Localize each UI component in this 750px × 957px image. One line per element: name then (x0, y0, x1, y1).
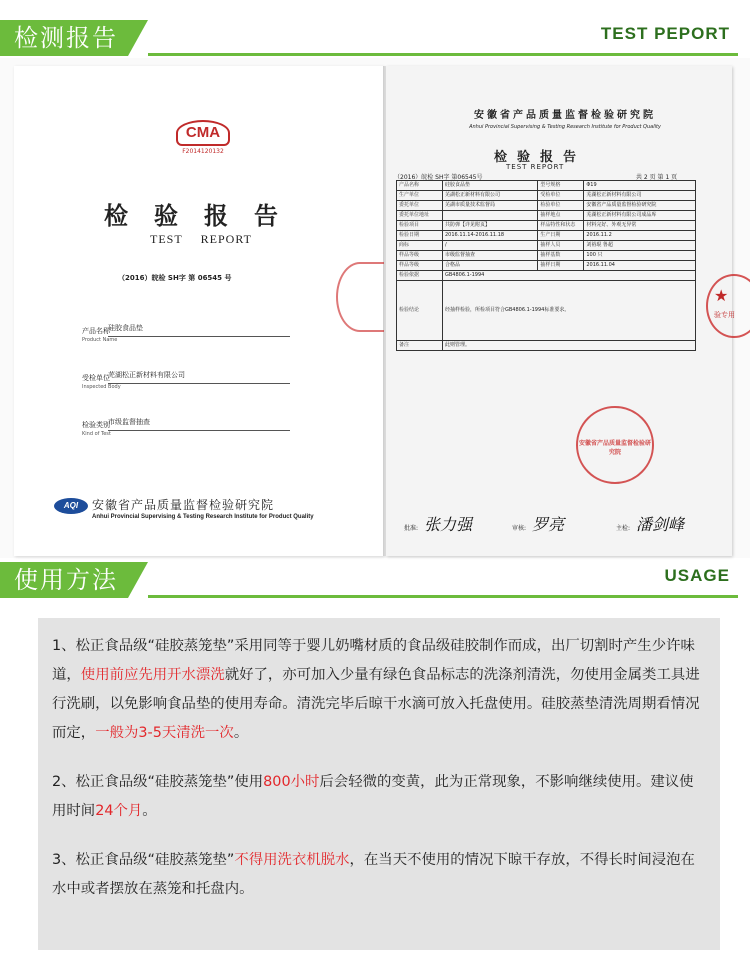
table-cell-value: 2016.11.2 (584, 231, 696, 241)
table-cell-label: 样品等级 (397, 251, 443, 261)
table-cell-label: 抽样日期 (538, 261, 584, 271)
section-title-en: USAGE (664, 566, 730, 585)
table-cell-label: 抽样地点 (538, 211, 584, 221)
section-tag: 检测报告 (0, 20, 128, 56)
body-text: ，在当天不使用的情况下晾干存放，不得长时间浸泡在水中或者摆放在蒸笼和托盘内。 (52, 852, 695, 897)
table-cell-label: 生产日期 (538, 231, 584, 241)
institute-name-en: Anhui Provincial Supervising & Testing Research Institute for Product Quality (92, 514, 314, 520)
signature: 张力强 (424, 515, 473, 534)
table-cell-value: 市级监督抽查 (443, 251, 538, 261)
cover-subtitle-word: REPORT (200, 232, 252, 246)
usage-instructions (38, 618, 720, 950)
table-cell-label: 生产单位 (397, 191, 443, 201)
body-text: 3、松正食品级“硅胶蒸笼垫” (52, 852, 235, 868)
divider (148, 595, 738, 598)
field-label: 检验类别 (82, 421, 110, 429)
table-row (397, 221, 696, 231)
body-text: 就好了，亦可加入少量有绿色食品标志的洗涤剂清洗，勿使用金属类工具进行洗刷，以免影响食品垫的使用寿命。清洗完毕后晾干水滴可放入托盘使用。硅胶蒸垫清洗周期看情况而定， (52, 667, 700, 741)
stamp-text: 验专用 (714, 311, 735, 319)
tag-arrow-shape (128, 20, 148, 56)
table-cell-value: 此则管理。 (443, 341, 696, 351)
field-label-en: Product Name (82, 337, 118, 343)
table-cell-label: 检验项目 (397, 221, 443, 231)
table-cell-label: 产品名称 (397, 181, 443, 191)
table-row (397, 241, 696, 251)
table-cell-value: 刘裕琨 鲁超 (584, 241, 696, 251)
table-cell-value: 芜湖松正新材料有限公司成品库 (584, 211, 696, 221)
table-cell-label: 备注 (397, 341, 443, 351)
body-text: 2、松正食品级“硅胶蒸笼垫”使用 (52, 774, 264, 790)
signature-approved (404, 512, 472, 535)
aqi-logo: AQI (54, 498, 88, 514)
table-cell-value: 2016.11.04 (584, 261, 696, 271)
detail-report-number: （2016）皖检 SH字 第06545号 (394, 174, 483, 181)
detail-subtitle: TEST REPORT (506, 163, 565, 171)
table-row (397, 211, 696, 221)
table-cell-label: 样品等级 (397, 261, 443, 271)
table-cell-label: 样品特性和状态 (538, 221, 584, 231)
table-row (397, 261, 696, 271)
body-text: 1、松正食品级“硅胶蒸笼垫”采用同等于婴儿奶嘴材质的食品级硅胶制作而成，出厂切割时产生少许味道， (52, 638, 695, 683)
table-cell-value: 材料完好、外观无异常 (584, 221, 696, 231)
table-cell-value: GB4806.1-1994 (443, 271, 696, 281)
detail-institute-cn: 安徽省产品质量监督检验研究院 (474, 110, 656, 121)
field-label-en: Kind of Test (82, 431, 111, 437)
table-cell-label: 检验单位 (538, 201, 584, 211)
table-cell-label: 受检单位 (538, 191, 584, 201)
section-banner-usage (0, 562, 750, 598)
table-cell-value: 芜湖松正新材料有限公司 (584, 191, 696, 201)
highlight-text: 使用前应先用开水漂洗 (80, 667, 225, 683)
table-row (397, 181, 696, 191)
table-cell-value: 经抽样检验，所检项目符合GB4806.1-1994标准要求。 (443, 281, 696, 341)
signature: 潘剑峰 (636, 515, 685, 534)
cover-title: 检验报告 (104, 201, 304, 230)
signature-reviewed (512, 512, 564, 535)
body-text: 。 (142, 803, 157, 819)
table-cell-label: 检验结论 (397, 281, 443, 341)
cma-code: F2014120132 (182, 148, 224, 155)
table-cell-value: 2016.11.14-2016.11.18 (443, 231, 538, 241)
table-cell-value: 合格品 (443, 261, 538, 271)
table-cell-label: 商标 (397, 241, 443, 251)
table-row (397, 231, 696, 241)
star-icon: ★ (714, 286, 729, 305)
section-tag: 使用方法 (0, 562, 128, 598)
table-row (397, 251, 696, 261)
field-label: 产品名称 (82, 327, 110, 335)
table-cell-value: 芜湖市质量技术监督局 (443, 201, 538, 211)
table-cell-value (443, 211, 538, 221)
highlight-text: 800小时 (263, 774, 320, 790)
sig-label: 批准: (404, 525, 419, 532)
table-cell-value: 芜湖松正新材料有限公司 (443, 191, 538, 201)
usage-paragraph-3 (52, 846, 706, 904)
highlight-text: 一般为3-5天清洗一次 (95, 725, 234, 741)
table-cell-label: 型号规格 (538, 181, 584, 191)
tag-arrow-shape (128, 562, 148, 598)
table-cell-value: 100 只 (584, 251, 696, 261)
field-value: 芜湖松正新材料有限公司 (108, 370, 290, 384)
detail-title: 检验报告 (494, 150, 587, 165)
institute-name-cn: 安徽省产品质量监督检验研究院 (92, 498, 275, 512)
table-cell-value: / (443, 241, 538, 251)
section-banner-test-report (0, 20, 750, 56)
sig-label: 主检: (616, 525, 631, 532)
divider (148, 53, 738, 56)
cover-subtitle-word: TEST (150, 232, 183, 246)
table-cell-label: 委托单位 (397, 201, 443, 211)
section-title-en: TEST PEPORT (600, 24, 730, 43)
red-seal-stamp: 安徽省产品质量监督检验研究院 (576, 406, 654, 484)
field-label-en: Inspected Body (82, 384, 121, 390)
signature-main-inspector (616, 512, 684, 535)
red-seal-stamp-partial (336, 262, 384, 332)
table-cell-value: 安徽省产品质量监督检验研究院 (584, 201, 696, 211)
table-cell-label: 检验日期 (397, 231, 443, 241)
table-row (397, 191, 696, 201)
cover-report-number: （2016）皖检 SH字 第 06545 号 (118, 274, 232, 282)
report-table (396, 180, 696, 351)
usage-paragraph-2 (52, 768, 706, 826)
table-cell-value: 共防弹【详见附页】 (443, 221, 538, 231)
cover-subtitle (150, 232, 266, 247)
sig-label: 审核: (512, 525, 527, 532)
table-cell-label: 委托单位地址 (397, 211, 443, 221)
usage-paragraph-1 (52, 632, 706, 748)
highlight-text: 不得用洗衣机脱水 (234, 852, 350, 868)
body-text: 。 (233, 725, 249, 741)
body-text: 后会轻微的变黄，此为正常现象，不影响继续使用。建议使用时间 (52, 774, 694, 819)
table-cell-label: 抽样基数 (538, 251, 584, 261)
table-row (397, 201, 696, 211)
signature: 罗亮 (532, 515, 565, 534)
table-cell-value: Φ19 (584, 181, 696, 191)
highlight-text: 24个月 (95, 803, 143, 819)
table-row (397, 341, 696, 351)
detail-institute-en: Anhui Provincial Supervising & Testing Research Institute for Product Quality (469, 124, 661, 130)
table-row (397, 271, 696, 281)
table-cell-value: 硅胶食品垫 (443, 181, 538, 191)
field-label: 受检单位 (82, 374, 110, 382)
detail-page-number: 共 2 页 第 1 页 (636, 174, 678, 181)
table-cell-label: 检验依据 (397, 271, 443, 281)
table-row (397, 281, 696, 341)
field-value: 硅胶食品垫 (108, 323, 290, 337)
table-cell-label: 抽样人员 (538, 241, 584, 251)
cma-logo: CMA (176, 120, 230, 146)
field-value: 市级监督抽查 (108, 417, 290, 431)
report-detail-page (386, 66, 732, 556)
